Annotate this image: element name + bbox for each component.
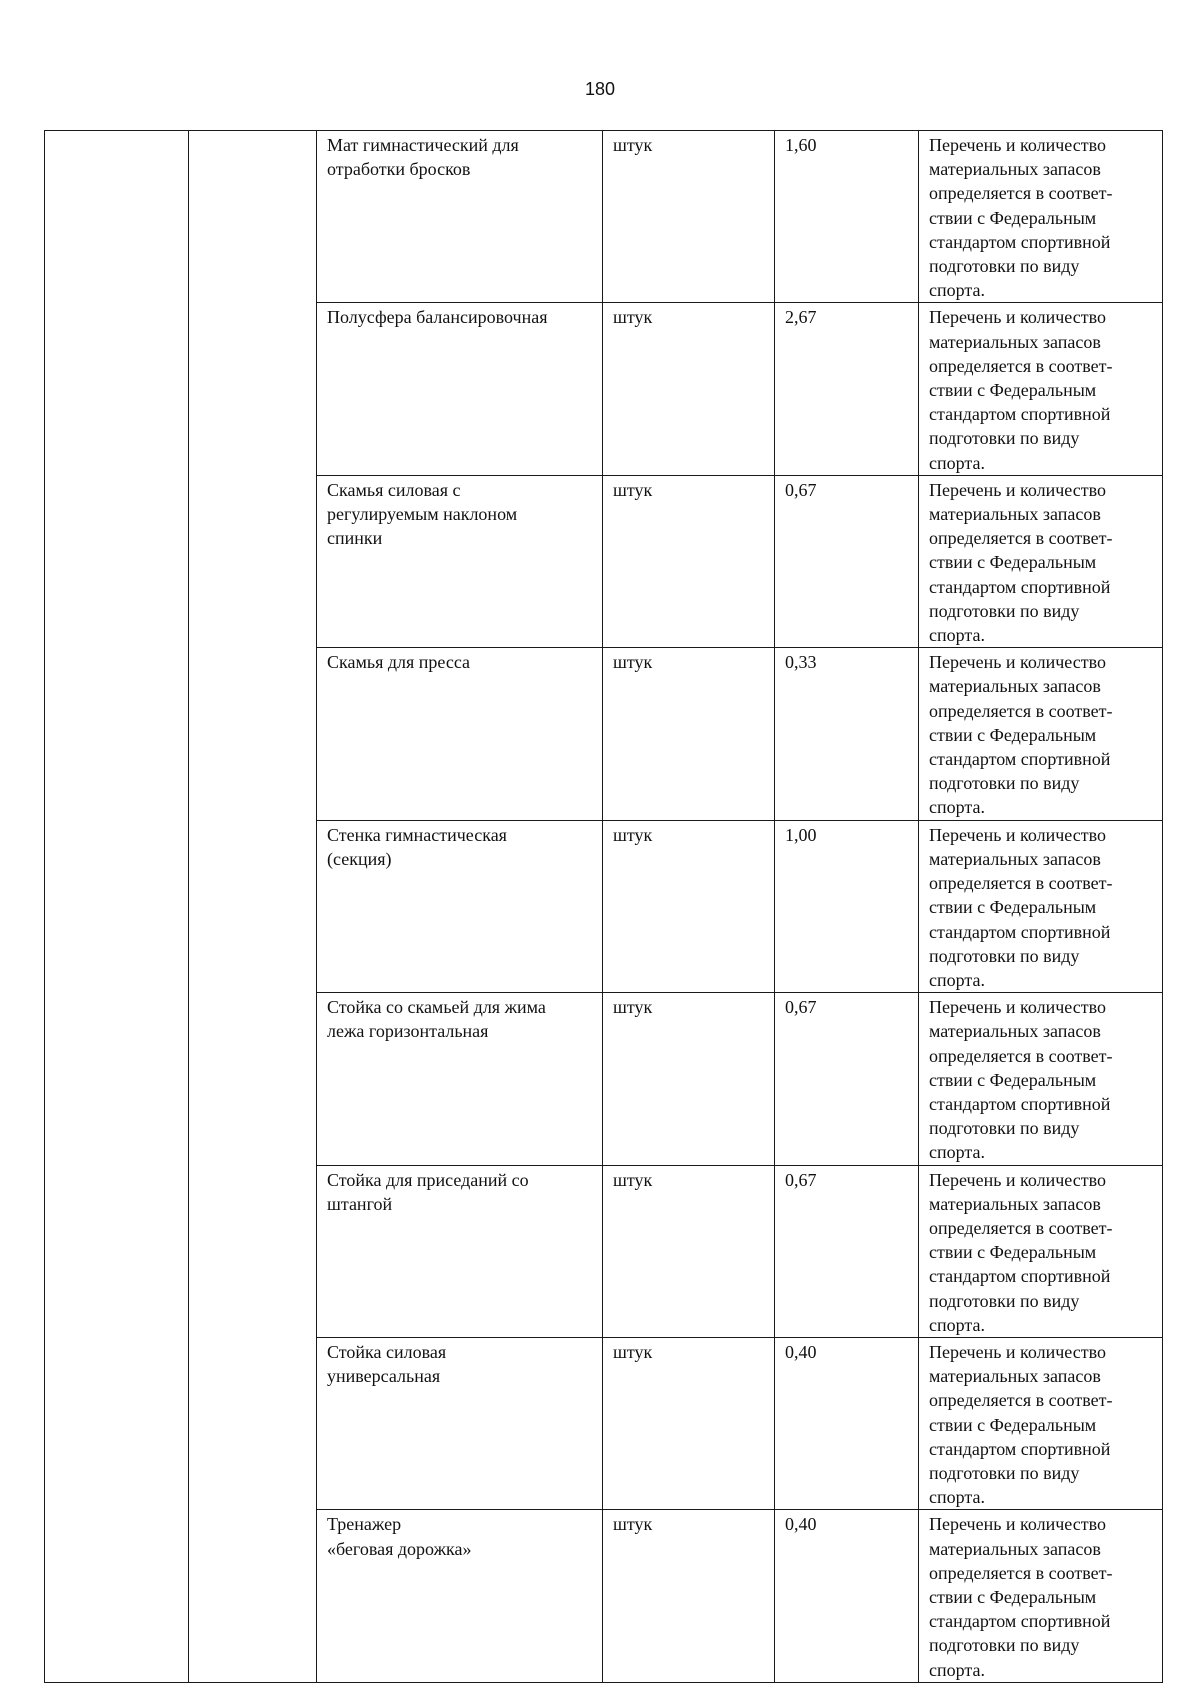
page-number: 180 bbox=[584, 79, 616, 99]
note-text: Перечень и количество материальных запасов определяется в соответ- ствии с Федеральным стандартом спортивной подготовки по виду спорта. bbox=[929, 479, 1113, 646]
note-cell bbox=[919, 303, 1163, 475]
quantity-value: 0,40 bbox=[785, 1514, 817, 1535]
unit-value: штук bbox=[613, 135, 653, 155]
equipment-name: Стенка гимнастическая (секция) bbox=[327, 824, 507, 869]
quantity-value: 0,67 bbox=[785, 479, 817, 500]
note-cell bbox=[919, 648, 1163, 820]
equipment-name: Скамья силовая с регулируемым наклоном спинки bbox=[327, 479, 518, 549]
quantity-value: 1,00 bbox=[785, 824, 817, 845]
unit-value: штук bbox=[613, 307, 653, 328]
equipment-name-cell bbox=[317, 1510, 603, 1682]
note-cell bbox=[919, 131, 1163, 303]
equipment-name: Стойка для приседаний со штангой bbox=[327, 1169, 529, 1214]
note-cell bbox=[919, 1337, 1163, 1509]
quantity-cell bbox=[775, 303, 919, 475]
equipment-name-cell bbox=[317, 303, 603, 475]
table-row bbox=[45, 131, 1163, 303]
unit-cell bbox=[603, 1337, 775, 1509]
note-text: Перечень и количество материальных запасов определяется в соответ- ствии с Федеральным стандартом спортивной подготовки по виду спорта. bbox=[929, 135, 1113, 301]
note-text: Перечень и количество материальных запасов определяется в соответ- ствии с Федеральным стандартом спортивной подготовки по виду спорта. bbox=[929, 1341, 1113, 1508]
note-cell bbox=[919, 820, 1163, 992]
quantity-value: 0,67 bbox=[785, 1169, 817, 1190]
equipment-name-cell bbox=[317, 993, 603, 1165]
unit-value: штук bbox=[613, 1169, 653, 1190]
quantity-cell bbox=[775, 648, 919, 820]
quantity-cell bbox=[775, 131, 919, 303]
quantity-value: 0,67 bbox=[785, 997, 817, 1018]
note-text: Перечень и количество материальных запасов определяется в соответ- ствии с Федеральным стандартом спортивной подготовки по виду спорта. bbox=[929, 307, 1113, 473]
unit-value: штук bbox=[613, 1341, 653, 1362]
unit-cell bbox=[603, 131, 775, 303]
equipment-name: Скамья для пресса bbox=[327, 652, 471, 673]
equipment-name-cell bbox=[317, 1165, 603, 1337]
unit-cell bbox=[603, 303, 775, 475]
unit-cell bbox=[603, 820, 775, 992]
quantity-cell bbox=[775, 1510, 919, 1682]
equipment-table bbox=[44, 130, 1163, 1683]
note-cell bbox=[919, 993, 1163, 1165]
quantity-value: 0,40 bbox=[785, 1341, 817, 1362]
note-text: Перечень и количество материальных запасов определяется в соответ- ствии с Федеральным стандартом спортивной подготовки по виду спорта. bbox=[929, 652, 1113, 818]
equipment-name: Стойка со скамьей для жима лежа горизонтальная bbox=[327, 997, 546, 1042]
equipment-name-cell bbox=[317, 131, 603, 303]
equipment-name: Мат гимнастический для отработки бросков bbox=[327, 135, 519, 180]
merged-column-1-cell bbox=[45, 131, 189, 1683]
equipment-table-body bbox=[45, 131, 1163, 1683]
unit-cell bbox=[603, 475, 775, 647]
quantity-cell bbox=[775, 475, 919, 647]
equipment-name: Стойка силовая универсальная bbox=[327, 1341, 447, 1387]
quantity-value: 2,67 bbox=[785, 307, 817, 328]
unit-value: штук bbox=[613, 652, 653, 673]
note-cell bbox=[919, 475, 1163, 647]
note-text: Перечень и количество материальных запасов определяется в соответ- ствии с Федеральным стандартом спортивной подготовки по виду спорта. bbox=[929, 997, 1113, 1163]
equipment-name: Полусфера балансировочная bbox=[327, 307, 548, 328]
quantity-cell bbox=[775, 993, 919, 1165]
unit-cell bbox=[603, 1510, 775, 1682]
quantity-cell bbox=[775, 1337, 919, 1509]
quantity-value: 1,60 bbox=[785, 135, 817, 155]
merged-column-2-cell bbox=[189, 131, 317, 1683]
unit-cell bbox=[603, 993, 775, 1165]
quantity-value: 0,33 bbox=[785, 652, 817, 673]
note-cell bbox=[919, 1510, 1163, 1682]
unit-cell bbox=[603, 648, 775, 820]
equipment-name-cell bbox=[317, 475, 603, 647]
unit-value: штук bbox=[613, 997, 653, 1018]
unit-value: штук bbox=[613, 824, 653, 845]
unit-value: штук bbox=[613, 479, 653, 500]
unit-value: штук bbox=[613, 1514, 653, 1535]
note-text: Перечень и количество материальных запасов определяется в соответ- ствии с Федеральным стандартом спортивной подготовки по виду спорта. bbox=[929, 824, 1113, 990]
note-cell bbox=[919, 1165, 1163, 1337]
equipment-name: Тренажер «беговая дорожка» bbox=[327, 1514, 472, 1559]
quantity-cell bbox=[775, 1165, 919, 1337]
unit-cell bbox=[603, 1165, 775, 1337]
equipment-name-cell bbox=[317, 648, 603, 820]
equipment-name-cell bbox=[317, 820, 603, 992]
quantity-cell bbox=[775, 820, 919, 992]
equipment-name-cell bbox=[317, 1337, 603, 1509]
note-text: Перечень и количество материальных запасов определяется в соответ- ствии с Федеральным стандартом спортивной подготовки по виду спорта. bbox=[929, 1169, 1113, 1335]
note-text: Перечень и количество материальных запасов определяется в соответ- ствии с Федеральным стандартом спортивной подготовки по виду спорта. bbox=[929, 1514, 1113, 1680]
